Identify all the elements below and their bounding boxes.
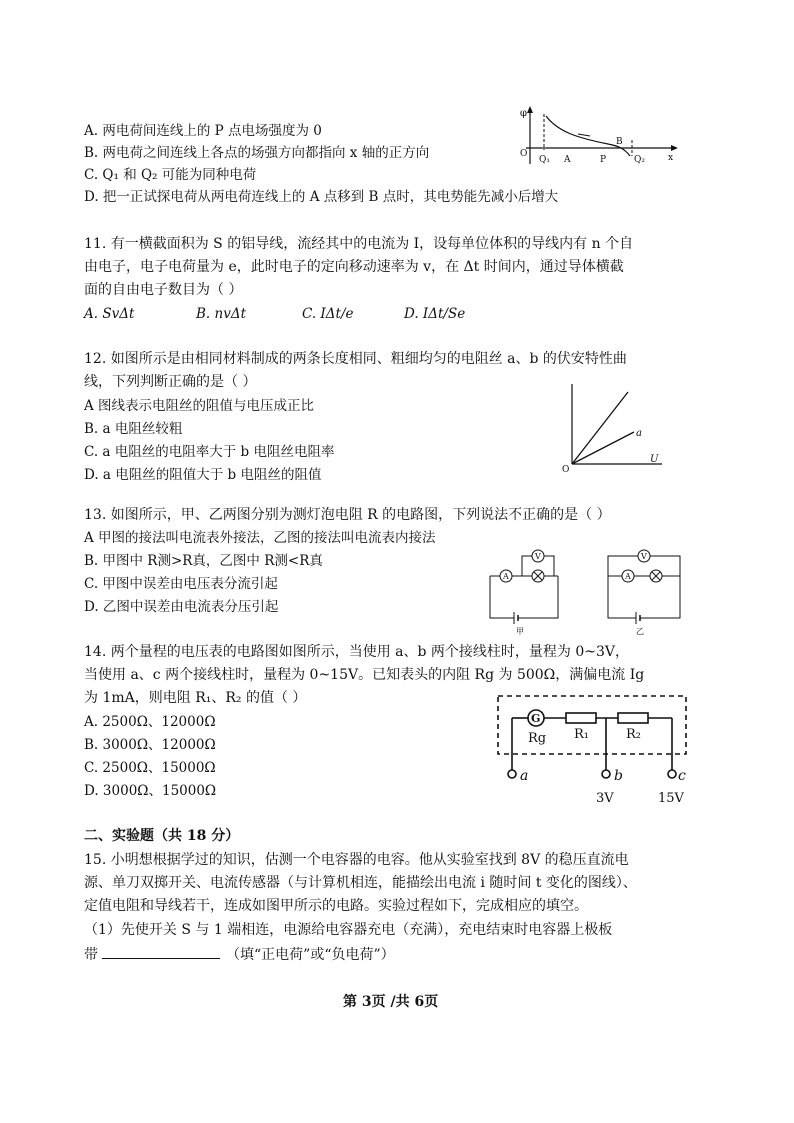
q12-option-c: C. a 电阻丝的电阻率大于 b 电阻丝电阻率 [84, 444, 335, 460]
q13-option-b: B. 甲图中 R测>R真，乙图中 R测<R真 [84, 553, 323, 569]
q10-fig-label-b: B [616, 137, 623, 147]
q11-option-d: D. IΔt/Se [404, 306, 466, 322]
q13-label-yi: 乙 [636, 627, 644, 636]
q11-stem-line-1: 11. 有一横截面积为 S 的铝导线，流经其中的电流为 I，设每单位体积的导线内有 n 个自 [84, 236, 634, 252]
q12-option-b: B. a 电阻丝较粗 [84, 421, 183, 437]
q13-jia-ammeter-label: A [503, 572, 509, 581]
q13-jia-voltmeter-label: V [535, 552, 541, 561]
q15-answer-blank[interactable] [102, 944, 220, 959]
q14-r2-label: R₂ [626, 727, 641, 742]
q14-option-c: C. 2500Ω、15000Ω [84, 760, 216, 776]
q10-fig-label-phi: φ [520, 108, 528, 119]
q10-fig-label-q1: Q₁ [539, 155, 550, 165]
q15-line-1: 15. 小明想根据学过的知识，估测一个电容器的电容。他从实验室找到 8V 的稳压直流电 [84, 852, 629, 868]
q13-circuit-yi [608, 550, 680, 636]
q14-rg-label: Rg [528, 731, 547, 746]
q11-option-a: A. SvΔt [84, 306, 135, 322]
q15-line-5 [84, 944, 395, 965]
q10-fig-label-x: x [668, 153, 674, 163]
q13-yi-voltmeter-label: V [641, 552, 647, 561]
q12-iu-graph [560, 380, 670, 472]
q11-stem-line-2: 由电子，电子电荷量为 e，此时电子的定向移动速率为 v，在 Δt 时间内，通过导体横截 [84, 259, 624, 275]
q12-fig-origin: O [562, 465, 570, 472]
q13-yi-ammeter-label: A [625, 572, 631, 581]
q14-terminal-c: c [678, 768, 686, 784]
page-footer: 第 3页 /共 6页 [343, 994, 439, 1010]
q12-option-a: A 图线表示电阻丝的阻值与电压成正比 [84, 398, 315, 414]
q13-option-a: A 甲图的接法叫电流表外接法，乙图的接法叫电流表内接法 [84, 530, 436, 546]
q12-fig-axis-u: U [650, 454, 659, 465]
q10-fig-label-o: O [520, 149, 528, 159]
q14-voltmeter-circuit [496, 688, 696, 806]
q12-option-d: D. a 电阻丝的阻值大于 b 电阻丝的阻值 [84, 467, 322, 483]
q14-terminal-b: b [614, 768, 623, 784]
q11-stem-line-3: 面的自由电子数目为（ ） [84, 282, 243, 298]
q14-range-15v: 15V [658, 791, 684, 806]
section-title: 二、实验题（共 18 分） [84, 828, 240, 844]
q10-fig-label-p: P [600, 155, 607, 165]
q14-terminal-a: a [520, 768, 529, 784]
q10-fig-label-q2: Q₂ [634, 155, 645, 165]
q13-stem: 13. 如图所示，甲、乙两图分别为测灯泡电阻 R 的电路图，下列说法不正确的是（ ） [84, 507, 611, 523]
q14-option-b: B. 3000Ω、12000Ω [84, 737, 216, 753]
q10-option-a: A. 两电荷间连线上的 P 点电场强度为 0 [84, 123, 322, 139]
q14-stem-line-1: 14. 两个量程的电压表的电路图如图所示，当使用 a、b 两个接线柱时，量程为 0~3V， [84, 644, 630, 660]
q15-line-4: （1）先使开关 S 与 1 端相连，电源给电容器充电（充满），充电结束时电容器上极板 [84, 922, 613, 938]
q14-r1-label: R₁ [574, 727, 589, 742]
q14-option-d: D. 3000Ω、15000Ω [84, 783, 217, 799]
q14-option-a: A. 2500Ω、12000Ω [84, 714, 216, 730]
q11-option-c: C. IΔt/e [302, 306, 354, 322]
q11-option-b: B. nvΔt [196, 306, 246, 322]
q10-option-b: B. 两电荷之间连线上各点的场强方向都指向 x 轴的正方向 [84, 145, 430, 161]
q13-option-c: C. 甲图中误差由电压表分流引起 [84, 576, 278, 592]
q10-option-d: D. 把一正试探电荷从两电荷连线上的 A 点移到 B 点时，其电势能先减小后增大 [84, 189, 559, 205]
q14-galvanometer-label: G [531, 712, 541, 725]
q10-potential-graph [508, 104, 684, 168]
q12-stem-line-1: 12. 如图所示是由相同材料制成的两条长度相同、粗细均匀的电阻丝 a、b 的伏安特性曲 [84, 351, 627, 367]
q12-fig-curve-label: a [636, 428, 642, 439]
q13-circuit-jia [490, 550, 558, 636]
q15-line-3: 定值电阻和导线若干，连成如图甲所示的电路。实验过程如下，完成相应的填空。 [84, 898, 588, 914]
q14-range-3v: 3V [596, 791, 614, 806]
q14-stem-line-3: 为 1mA，则电阻 R₁、R₂ 的值（ ） [84, 690, 307, 706]
q12-stem-line-2: 线，下列判断正确的是（ ） [84, 374, 257, 390]
q14-stem-line-2: 当使用 a、c 两个接线柱时，量程为 0~15V。已知表头的内阻 Rg 为 500Ω，满偏电流 Ig [84, 667, 645, 683]
q15-line-2: 源、单刀双掷开关、电流传感器（与计算机相连，能描绘出电流 i 随时间 t 变化的图线）、 [84, 875, 637, 891]
q13-circuit-diagrams [484, 546, 688, 636]
q15-last-suffix: （填“正电荷”或“负电荷”） [226, 947, 395, 963]
q13-label-jia: 甲 [516, 627, 524, 636]
q10-option-c: C. Q₁ 和 Q₂ 可能为同种电荷 [84, 167, 257, 183]
q10-fig-label-a: A [564, 155, 571, 165]
q15-last-prefix: 带 [84, 947, 98, 963]
q13-option-d: D. 乙图中误差由电流表分压引起 [84, 599, 279, 615]
